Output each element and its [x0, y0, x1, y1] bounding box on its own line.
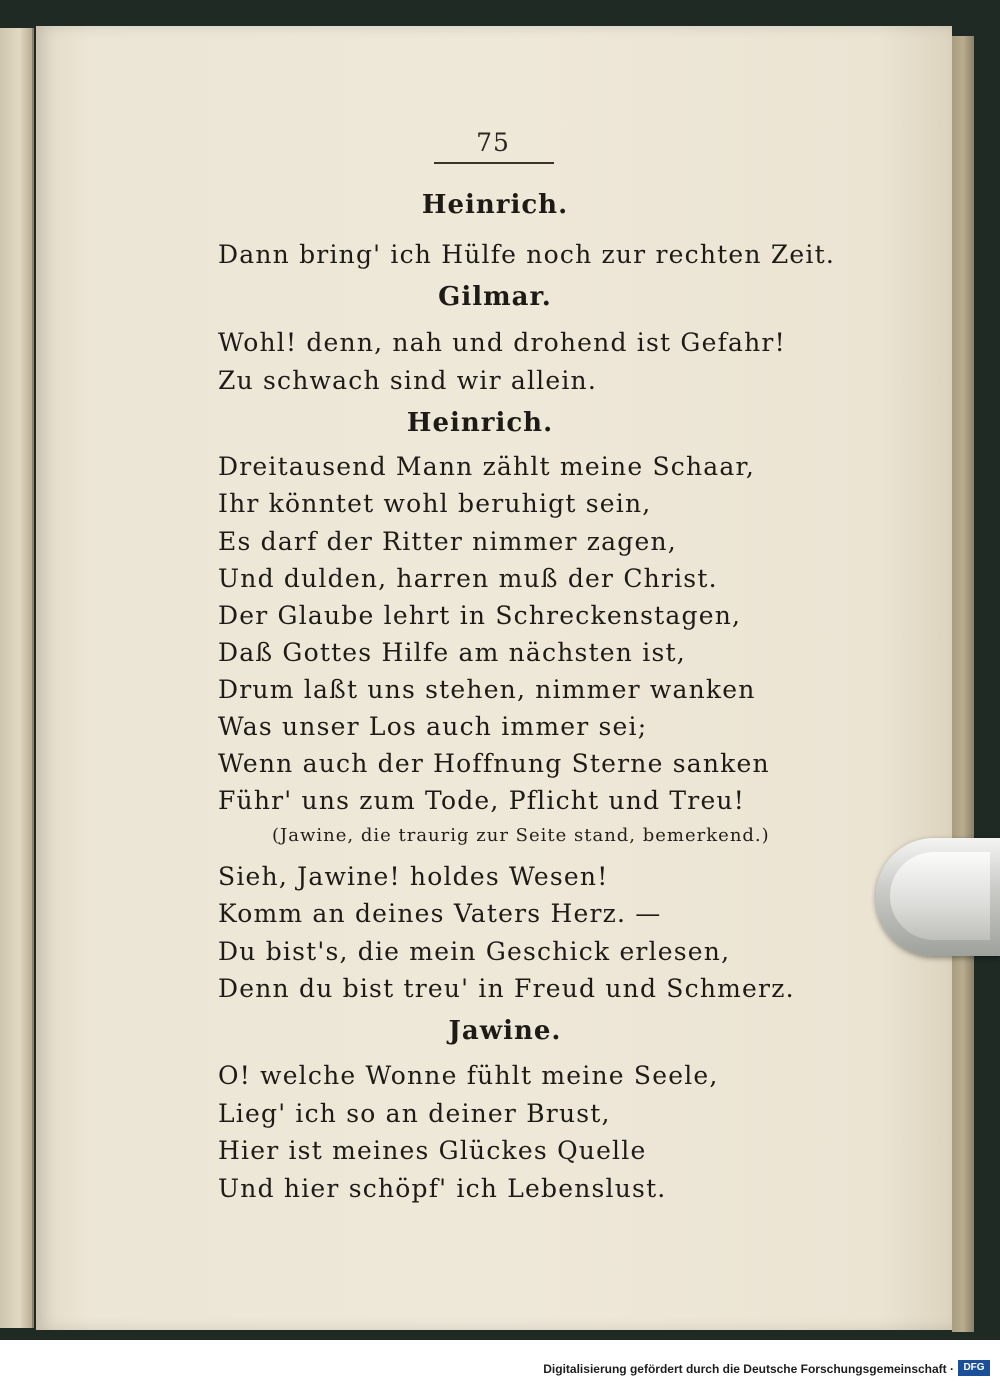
verse-line: Hier ist meines Glückes Quelle — [218, 1136, 647, 1165]
verse-line: Es darf der Ritter nimmer zagen, — [218, 527, 677, 556]
stage-direction: (Jawine, die traurig zur Seite stand, bemerkend.) — [272, 825, 770, 846]
verse-line: Wenn auch der Hoffnung Sterne sanken — [218, 749, 770, 778]
verse-line: Führ' uns zum Tode, Pflicht und Treu! — [218, 786, 745, 815]
verse-line: Und dulden, harren muß der Christ. — [218, 564, 718, 593]
speaker-heading: Heinrich. — [406, 408, 554, 438]
dfg-logo: DFG — [958, 1360, 990, 1376]
verse-line: Was unser Los auch immer sei; — [218, 712, 648, 741]
verse-line: Der Glaube lehrt in Schreckenstagen, — [218, 601, 742, 630]
verse-line: O! welche Wonne fühlt meine Seele, — [218, 1061, 719, 1090]
verse-line: Lieg' ich so an deiner Brust, — [218, 1099, 611, 1128]
verse-line: Ihr könntet wohl beruhigt sein, — [218, 489, 652, 518]
verse-line: Komm an deines Vaters Herz. — — [218, 899, 662, 928]
verse-line: Wohl! denn, nah und drohend ist Gefahr! — [218, 328, 786, 357]
verse-line: Du bist's, die mein Geschick erlesen, — [218, 937, 731, 966]
verse-line: Und hier schöpf' ich Lebenslust. — [218, 1174, 667, 1203]
verse-line: Dreitausend Mann zählt meine Schaar, — [218, 452, 756, 481]
verse-line: Zu schwach sind wir allein. — [218, 366, 598, 395]
speaker-heading: Jawine. — [448, 1016, 562, 1046]
verse-line: Drum laßt uns stehen, nimmer wanken — [218, 675, 756, 704]
speaker-heading: Gilmar. — [438, 282, 552, 312]
page-number: 75 — [476, 128, 510, 157]
verse-line: Sieh, Jawine! holdes Wesen! — [218, 862, 609, 891]
verse-line: Dann bring' ich Hülfe noch zur rechten Zeit. — [218, 240, 835, 269]
verse-line: Denn du bist treu' in Freud und Schmerz. — [218, 974, 795, 1003]
funding-credit: Digitalisierung gefördert durch die Deutsche Forschungsgemeinschaft · — [543, 1362, 954, 1376]
verse-line: Daß Gottes Hilfe am nächsten ist, — [218, 638, 686, 667]
speaker-heading: Heinrich. — [421, 190, 569, 220]
